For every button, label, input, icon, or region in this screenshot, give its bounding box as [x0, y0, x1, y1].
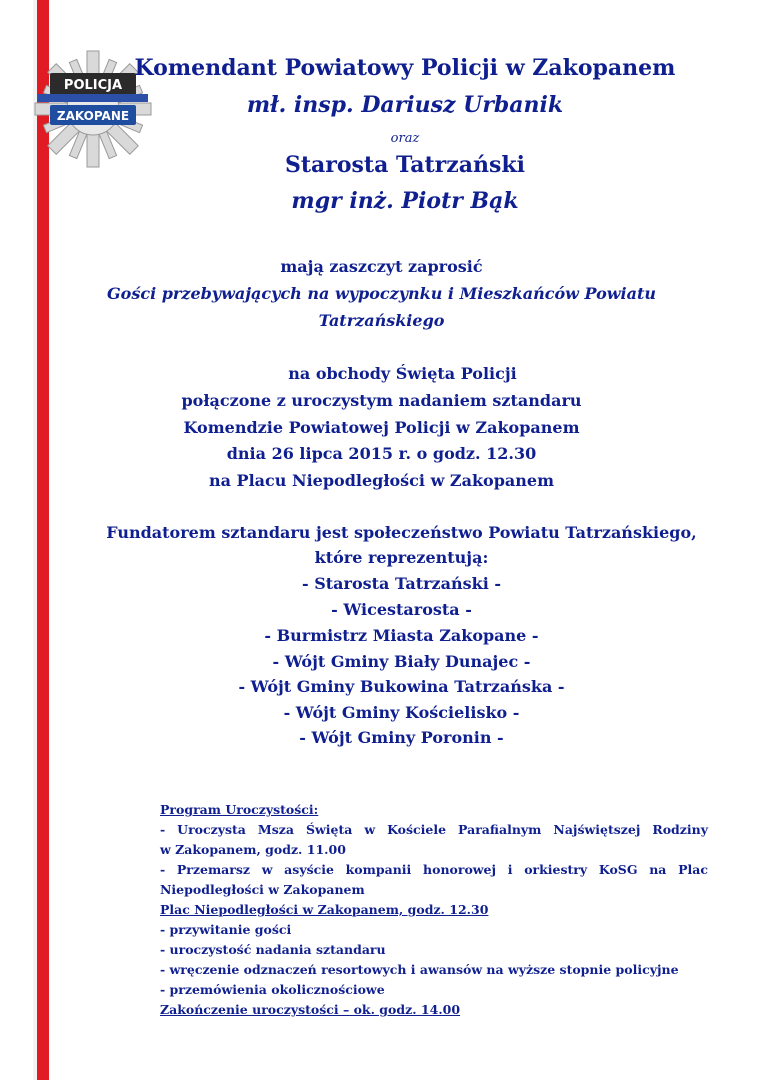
event-line2: połączone z uroczystym nadaniem sztandaru — [181, 391, 582, 410]
program-end: Zakończenie uroczystości – ok. godz. 14.00 — [160, 1002, 461, 1017]
program-title: Program Uroczystości: — [160, 802, 319, 817]
invite-guests-cont: Tatrzańskiego — [318, 311, 445, 330]
program-item: - Przemarsz w asyście kompanii honorowej i orkiestry KoSG na Plac — [160, 862, 708, 877]
founders-intro: Fundatorem sztandaru jest społeczeństwo Powiatu Tatrzańskiego, — [106, 523, 697, 542]
header-starost: Starosta Tatrzański — [284, 152, 526, 178]
logo-bottom-text: ZAKOPANE — [56, 109, 130, 123]
logo-top-text: POLICJA — [63, 78, 123, 93]
event-place: na Placu Niepodległości w Zakopanem — [208, 471, 555, 490]
invite-guests: Gości przebywających na wypoczynku i Mieszkańców Powiatu — [107, 284, 656, 303]
program-item: - Uroczysta Msza Święta w Kościele Parafialnym Najświętszej Rodziny — [160, 822, 708, 837]
event-date: dnia 26 lipca 2015 r. o godz. 12.30 — [226, 444, 537, 463]
program-item-cont: w Zakopanem, godz. 11.00 — [160, 842, 346, 857]
founders-intro2: które reprezentują: — [314, 548, 489, 567]
program-item-cont: Niepodległości w Zakopanem — [160, 882, 365, 897]
header-commander-name: mł. insp. Dariusz Urbanik — [246, 92, 564, 118]
founder-item: - Wójt Gminy Kościelisko - — [283, 703, 520, 722]
founder-item: - Wójt Gminy Biały Dunajec - — [272, 652, 531, 671]
founder-item: - Wójt Gminy Poronin - — [299, 728, 504, 747]
event-line1: na obchody Święta Policji — [288, 364, 517, 383]
header-commander: Komendant Powiatowy Policji w Zakopanem — [134, 55, 676, 81]
founder-item: - Wójt Gminy Bukowina Tatrzańska - — [238, 677, 565, 696]
invite-line: mają zaszczyt zaprosić — [280, 257, 483, 276]
founder-item: - Burmistrz Miasta Zakopane - — [264, 626, 539, 645]
program-subitem: - przemówienia okolicznościowe — [160, 982, 385, 997]
program-subtitle: Plac Niepodległości w Zakopanem, godz. 12.30 — [160, 902, 489, 917]
founder-item: - Wicestarosta - — [331, 600, 472, 619]
program-subitem: - przywitanie gości — [160, 922, 292, 937]
founder-item: - Starosta Tatrzański - — [302, 574, 501, 593]
event-line3: Komendzie Powiatowej Policji w Zakopanem — [183, 418, 580, 437]
program-subitem: - wręczenie odznaczeń resortowych i awansów na wyższe stopnie policyjne — [160, 962, 679, 977]
header-and: oraz — [390, 131, 420, 146]
program-subitem: - uroczystość nadania sztandaru — [160, 942, 386, 957]
header-starost-name: mgr inż. Piotr Bąk — [291, 188, 519, 214]
program-section — [160, 800, 708, 1020]
